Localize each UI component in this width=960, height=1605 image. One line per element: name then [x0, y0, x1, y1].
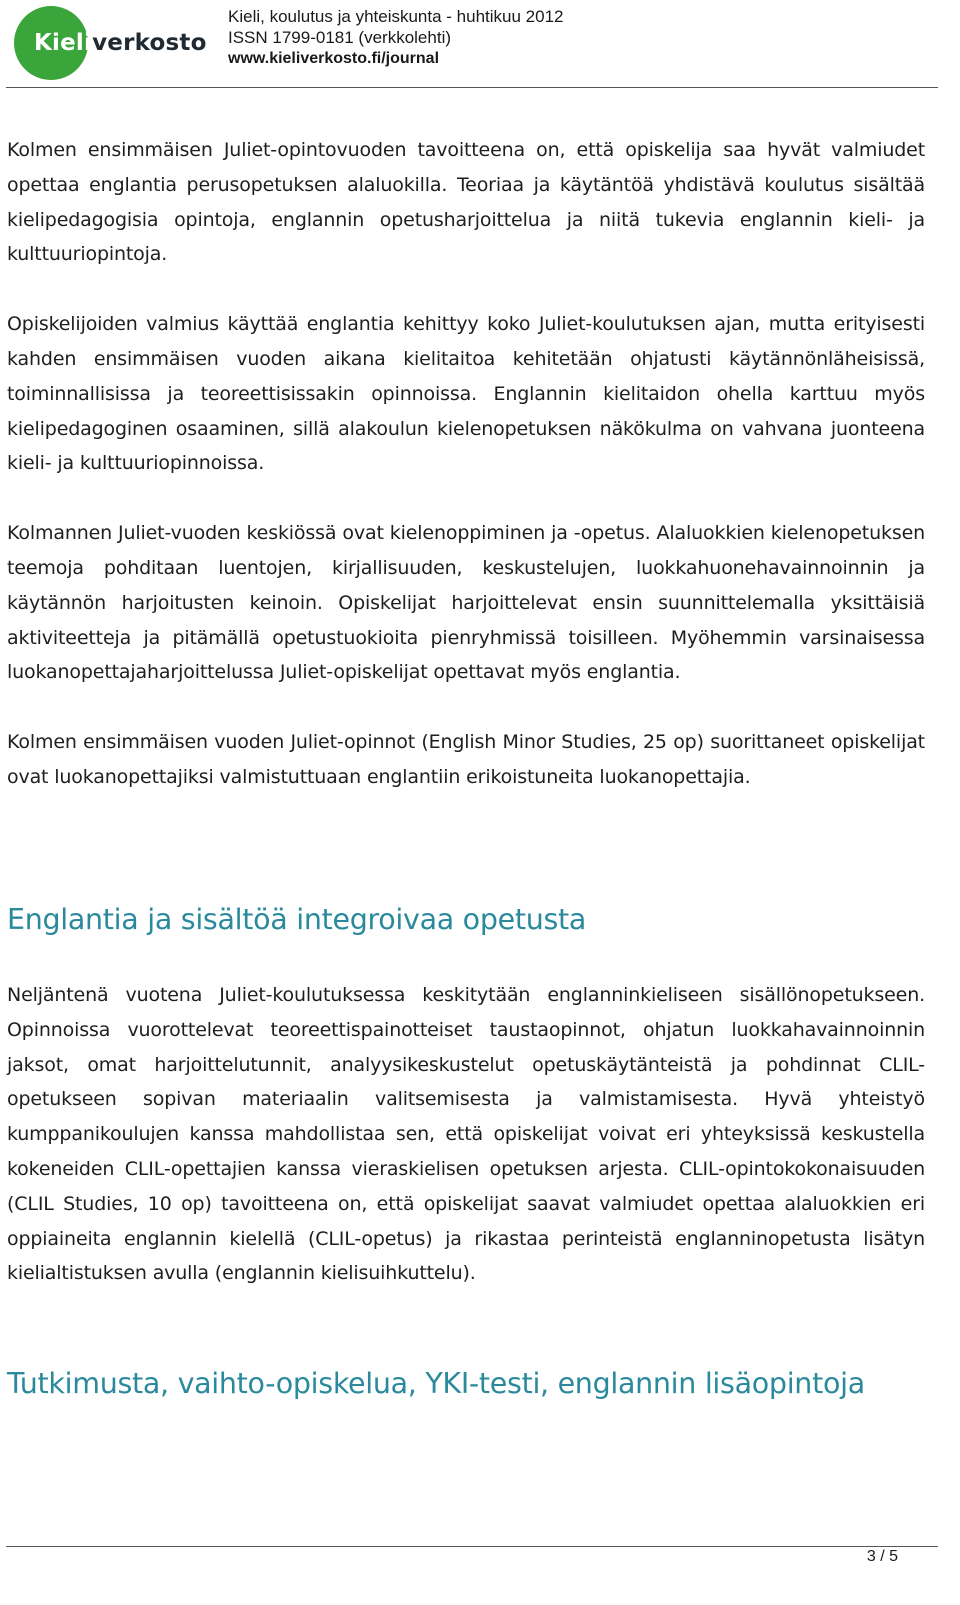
section-heading-2-wrapper — [7, 1364, 925, 1404]
section-heading-clil: Englantia ja sisältöä integroivaa opetusta — [7, 903, 587, 936]
paragraph-3: Kolmannen Juliet-vuoden keskiössä ovat kielenoppiminen ja -opetus. Alaluokkien kielenopetuksen teemoja pohditaan luentojen, kirjallisuuden, keskustelujen, luokkahuonehavainnoinnin ja käytännön harjoitusten keinoin. Opiskelijat harjoittelevat ensin suunnittelemalla yksittäisiä aktiviteetteja ja pitämällä opetustuokioita pienryhmissä toisilleen. Myöhemmin varsinaisessa luokanopettajaharjoittelussa Juliet-opiskelijat opettavat myös englantia. — [7, 522, 925, 684]
section-heading-1-wrapper — [7, 900, 925, 940]
paragraph-2: Opiskelijoiden valmius käyttää englantia kehittyy koko Juliet-koulutuksen ajan, mutta erityisesti kahden ensimmäisen vuoden aikana kielitaitoa kehitetään ohjatusti käytännönläheisissä, toiminnallisissa ja teoreettisissakin opinnoissa. Englannin kielitaidon ohella karttuu myös kielipedagoginen osaaminen, sillä alakoulun kielenopetuksen näkökulma on vahvana juonteena kieli- ja kulttuuriopinnoissa. — [7, 313, 925, 475]
paragraph-5: Neljäntenä vuotena Juliet-koulutuksessa keskitytään englanninkieliseen sisällönopetukseen. Opinnoissa vuorottelevat teoreettispainotteiset taustaopinnot, ohjatun luokkahavainnoinnin jaksot, omat harjoittelutunnit, analyysikeskustelut opetuskäytänteistä ja pohdinnat CLIL-opetukseen sopivan materiaalin valitsemisesta ja valmistamisesta. Hyvä yhteistyö kumppanikoulujen kanssa mahdollistaa sen, että opiskelijat voivat eri yhteyksissä keskustella kokeneiden CLIL-opettajien kanssa vieraskielisen opetuksen arjesta. CLIL-opintokokonaisuuden (CLIL Studies, 10 op) tavoitteena on, että opiskelijat saavat valmiudet opettaa alaluokkien eri oppiaineita englannin kielellä (CLIL-opetus) ja rikastaa perinteistä englanninopetusta lisätyn kielialtistuksen avulla (englannin kielisuihkuttelu). — [7, 984, 925, 1285]
logo-part-verkosto: verkosto — [92, 30, 207, 56]
journal-issn: ISSN 1799-0181 (verkkolehti) — [228, 28, 452, 47]
logo-wordmark — [34, 28, 207, 58]
kieliverkosto-logo[interactable] — [14, 6, 214, 80]
journal-title: Kieli, koulutus ja yhteiskunta - huhtikuu 2012 — [228, 7, 564, 26]
header-divider — [6, 87, 938, 88]
paragraph-4: Kolmen ensimmäisen vuoden Juliet-opinnot (English Minor Studies, 25 op) suorittaneet opiskelijat ovat luokanopettajiksi valmistuttuaan englantiin erikoistuneita luokanopettajia. — [7, 731, 925, 788]
journal-info — [228, 6, 563, 69]
article-body-section-2 — [7, 978, 925, 1291]
journal-url-link[interactable]: www.kieliverkosto.fi/journal — [228, 50, 440, 67]
section-heading-research: Tutkimusta, vaihto-opiskelua, YKI-testi, englannin lisäopintoja — [7, 1367, 865, 1400]
logo-part-kieli: Kieli — [34, 30, 93, 56]
page-number: 3 / 5 — [866, 1548, 898, 1565]
article-body — [7, 133, 925, 830]
page-header — [0, 0, 960, 88]
paragraph-1: Kolmen ensimmäisen Juliet-opintovuoden tavoitteena on, että opiskelija saa hyvät valmiudet opettaa englantia perusopetuksen alaluokilla. Teoriaa ja käytäntöä yhdistävä koulutus sisältää kielipedagogisia opintoja, englannin opetusharjoittelua ja niitä tukevia englannin kieli- ja kulttuuriopintoja. — [7, 139, 925, 266]
footer-divider — [6, 1546, 938, 1547]
